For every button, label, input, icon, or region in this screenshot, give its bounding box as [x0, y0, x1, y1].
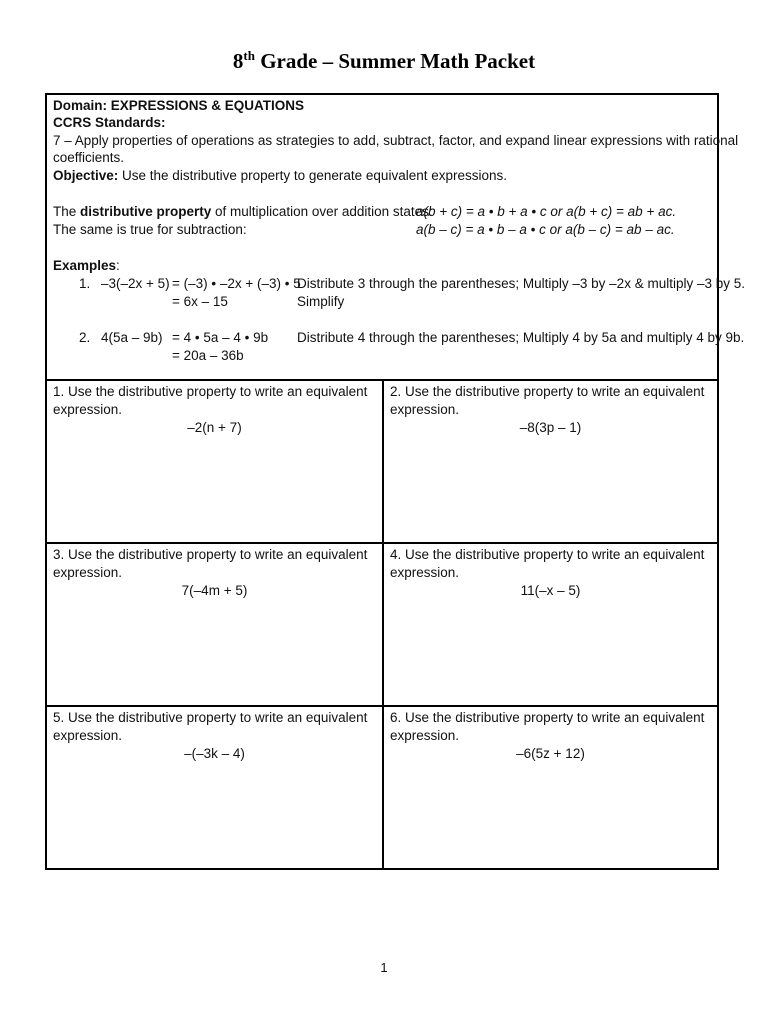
- example-2-number: 2.: [79, 330, 91, 345]
- problem-cell-2[interactable]: [384, 381, 717, 544]
- worksheet-table: [45, 93, 745, 870]
- problem-5-expression: –(–3k – 4): [184, 746, 245, 761]
- problem-6-expression: –6(5z + 12): [516, 746, 585, 761]
- problem-2-expression: –8(3p – 1): [519, 420, 582, 435]
- title-ordinal-suffix: th: [243, 48, 255, 63]
- problem-1-prompt: 1. Use the distributive property to write an equivalent expression.: [53, 384, 368, 417]
- standard-text-line1: 7 – Apply properties of operations as strategies to add, subtract, factor, and expand linear expressions with rational: [53, 133, 739, 148]
- example-2-step1: = 4 • 5a – 4 • 9b: [172, 330, 269, 345]
- problem-6-prompt: 6. Use the distributive property to write an equivalent expression.: [390, 710, 705, 743]
- problem-5-prompt: 5. Use the distributive property to write an equivalent expression.: [53, 710, 368, 743]
- example-1-note2: Simplify: [297, 294, 345, 309]
- subtraction-text: The same is true for subtraction:: [53, 222, 247, 237]
- ccrs-heading: CCRS Standards:: [53, 115, 166, 130]
- standard-text-line2: coefficients.: [53, 150, 125, 165]
- problem-cell-3[interactable]: [47, 544, 384, 707]
- page-number: 1: [380, 960, 388, 975]
- problem-cell-5[interactable]: [47, 707, 384, 870]
- example-2-step2: = 20a – 36b: [172, 348, 244, 363]
- domain-heading: Domain: EXPRESSIONS & EQUATIONS: [53, 98, 305, 113]
- problem-4-prompt: 4. Use the distributive property to write an equivalent expression.: [390, 547, 705, 580]
- problem-2-prompt: 2. Use the distributive property to write an equivalent expression.: [390, 384, 705, 417]
- problem-cell-6[interactable]: [384, 707, 717, 870]
- title-rest: Grade – Summer Math Packet: [254, 49, 536, 73]
- objective-label: Objective:: [53, 168, 119, 183]
- title-ordinal: 8: [232, 49, 244, 73]
- problem-cell-4[interactable]: [384, 544, 717, 707]
- example-1-step1: = (–3) • –2x + (–3) • 5: [172, 276, 301, 291]
- examples-heading: Examples:: [53, 258, 120, 273]
- objective: [53, 167, 507, 185]
- distributive-formula-subtraction: a(b – c) = a • b – a • c or a(b – c) = ab – ac.: [416, 222, 675, 237]
- example-1-step2: = 6x – 15: [172, 294, 228, 309]
- example-1-note1: Distribute 3 through the parentheses; Multiply –3 by –2x & multiply –3 by 5.: [297, 276, 745, 291]
- example-2-note1: Distribute 4 through the parentheses; Multiply 4 by 5a and multiply 4 by 9b.: [297, 330, 745, 345]
- example-1-expression: –3(–2x + 5): [101, 276, 170, 291]
- page-title: [0, 48, 768, 74]
- problem-3-prompt: 3. Use the distributive property to write an equivalent expression.: [53, 547, 368, 580]
- lesson-header: [47, 95, 745, 381]
- example-2-expression: 4(5a – 9b): [101, 330, 163, 345]
- problem-cell-1[interactable]: [47, 381, 384, 544]
- example-1-number: 1.: [79, 276, 91, 291]
- problem-1-expression: –2(n + 7): [187, 420, 242, 435]
- problem-4-expression: 11(–x – 5): [520, 583, 581, 598]
- objective-text: Use the distributive property to generate equivalent expressions.: [118, 168, 507, 183]
- distributive-definition: The distributive property of multiplication over addition states:: [53, 204, 433, 219]
- distributive-formula-addition: a(b + c) = a • b + a • c or a(b + c) = ab + ac.: [416, 204, 677, 219]
- problem-3-expression: 7(–4m + 5): [181, 583, 248, 598]
